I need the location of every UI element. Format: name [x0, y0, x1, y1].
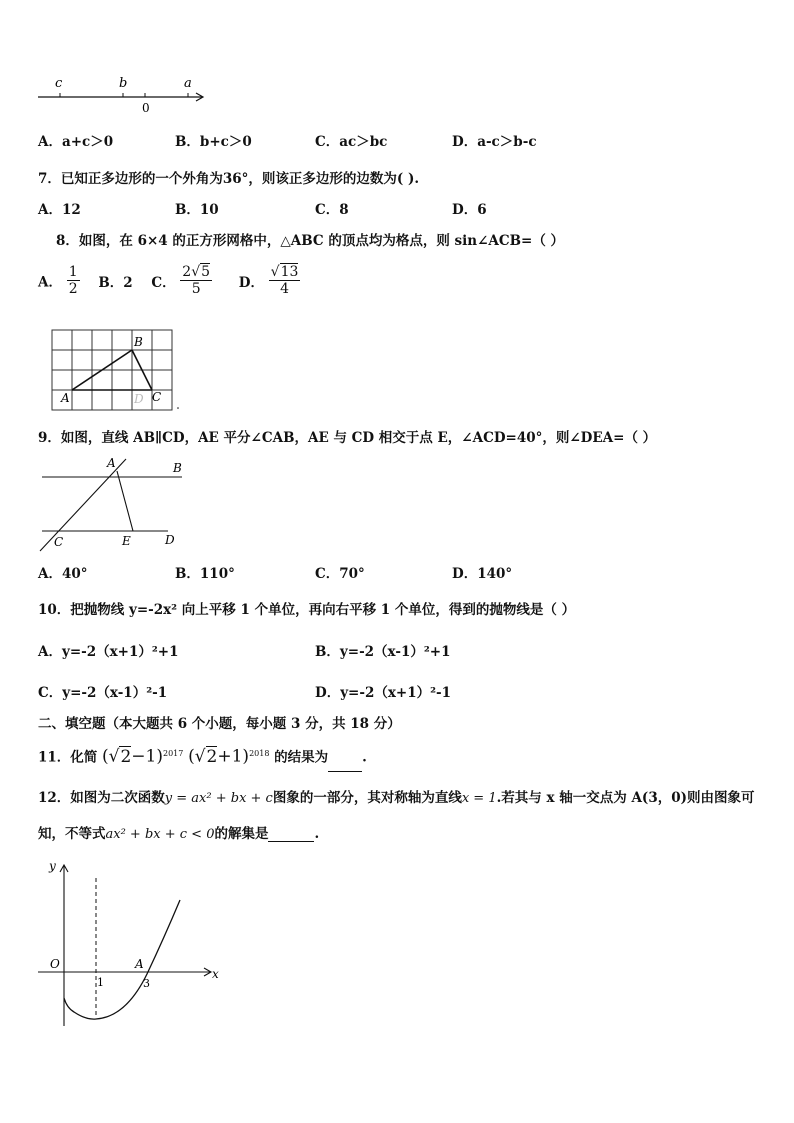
q9-option-d: D．140° — [452, 566, 513, 582]
q12-line2-suffix: 的解集是 — [214, 826, 269, 842]
q12-line-2 — [38, 822, 319, 842]
q11-line — [38, 740, 367, 772]
q11-expr-1: (√2−1) — [102, 746, 163, 767]
q9-label-b: B — [173, 461, 182, 475]
q7-text: 7．已知正多边形的一个外角为36°，则该正多边形的边数为( ). — [38, 171, 420, 187]
q12-label-a: A — [135, 957, 144, 971]
q12-formula: y = ax² + bx + c — [164, 791, 273, 806]
number-line-figure — [34, 70, 214, 118]
q7-option-b: B．10 — [175, 202, 219, 218]
q6-option-c: C．ac＞bc — [315, 134, 388, 150]
q6-option-b: B．b+c＞0 — [175, 134, 252, 150]
q8-label-d: D — [134, 392, 144, 406]
nl-label-b: b — [119, 76, 128, 91]
q8-option-c-radicand: 5 — [201, 264, 211, 280]
q8-option-d-radicand: 13 — [280, 264, 299, 280]
q8-options — [38, 264, 300, 297]
q9-option-a: A．40° — [38, 566, 88, 582]
q11-suffix: 的结果为 — [274, 749, 329, 766]
nl-label-a: a — [184, 76, 192, 91]
q8-option-c-numerator: 2√5 — [182, 264, 211, 280]
q9-text: 9．如图，直线 AB∥CD，AE 平分∠CAB，AE 与 CD 相交于点 E，∠ACD=40°，则∠DEA=（ ） — [38, 430, 657, 446]
q9-label-e: E — [122, 534, 131, 548]
q8-grid-figure — [48, 326, 184, 414]
q8-option-d-numerator: √13 — [270, 264, 299, 280]
q11-end: . — [362, 749, 367, 766]
q8-option-c-coef: 2 — [182, 264, 192, 280]
q11-answer-blank[interactable] — [328, 755, 362, 772]
q12-label-3: 3 — [143, 977, 150, 990]
nl-label-zero: 0 — [142, 101, 150, 115]
q10-option-d: D．y=-2（x+1）²-1 — [315, 685, 452, 701]
q8-label-a: A — [61, 391, 70, 405]
q7-option-c: C．8 — [315, 202, 349, 218]
q8-text: 8．如图，在 6×4 的正方形网格中，△ABC 的顶点均为格点，则 sin∠ACB=（ ） — [56, 233, 565, 249]
q8-option-c-fraction — [180, 264, 212, 297]
q12-label-x: x — [212, 967, 219, 981]
q12-tail: .若其与 x 轴一交点为 A(3，0)则由图象可 — [496, 790, 755, 806]
q8-option-a-denominator: 2 — [68, 281, 78, 297]
q9-label-d: D — [165, 533, 175, 547]
q8-label-b: B — [134, 335, 143, 349]
q12-inequality: ax² + bx + c < 0 — [105, 827, 215, 842]
q9-label-a: A — [107, 456, 116, 470]
section-heading: 二、填空题（本大题共 6 个小题，每小题 3 分，共 18 分） — [38, 716, 401, 732]
q8-label-c: C — [152, 390, 162, 404]
q12-label-o: O — [50, 957, 60, 971]
q12-line2-end: . — [314, 826, 320, 842]
q12-answer-blank[interactable] — [268, 825, 314, 842]
q8-option-a-label: A． — [38, 274, 62, 291]
q7-option-a: A．12 — [38, 202, 81, 218]
q10-text: 10．把抛物线 y=-2x² 向上平移 1 个单位，再向右平移 1 个单位，得到的抛物线是（ ） — [38, 602, 576, 618]
q12-axis: x = 1 — [461, 791, 497, 806]
q10-option-a: A．y=-2（x+1）²+1 — [38, 644, 179, 660]
q11-exp-1: 2017 — [163, 749, 184, 758]
q12-label-y: y — [49, 859, 56, 873]
q7-option-d: D．6 — [452, 202, 487, 218]
nl-label-c: c — [55, 76, 63, 91]
q12-label-1: 1 — [97, 976, 104, 989]
q8-option-d-fraction — [269, 264, 301, 297]
q10-option-b: B．y=-2（x-1）²+1 — [315, 644, 451, 660]
q8-option-a-fraction — [67, 264, 80, 297]
q10-option-c: C．y=-2（x-1）²-1 — [38, 685, 168, 701]
q12-prefix: 12．如图为二次函数 — [38, 790, 165, 806]
q11-expr-2: (√2+1) — [188, 746, 250, 767]
q8-option-d-label: D． — [238, 274, 264, 291]
q9-option-b: B．110° — [175, 566, 235, 582]
q8-option-c-label: C． — [151, 274, 176, 291]
q11-exp-2: 2018 — [249, 749, 270, 758]
q8-option-d-denominator: 4 — [280, 281, 289, 297]
q9-parallel-lines-figure — [34, 452, 194, 556]
q12-line-1 — [38, 786, 755, 806]
q12-line2-prefix: 知，不等式 — [38, 826, 106, 842]
q12-parabola-figure — [34, 852, 230, 1032]
q6-option-d: D．a-c＞b-c — [452, 134, 537, 150]
q8-option-a-numerator: 1 — [68, 264, 78, 280]
q8-option-b: B．2 — [98, 274, 133, 291]
q11-prefix: 11．化简 — [38, 749, 98, 766]
q12-mid: 图象的一部分，其对称轴为直线 — [272, 790, 462, 806]
q8-option-c-denominator: 5 — [191, 281, 201, 297]
q6-option-a: A．a+c＞0 — [38, 134, 114, 150]
q9-option-c: C．70° — [315, 566, 365, 582]
q9-label-c: C — [54, 535, 64, 549]
